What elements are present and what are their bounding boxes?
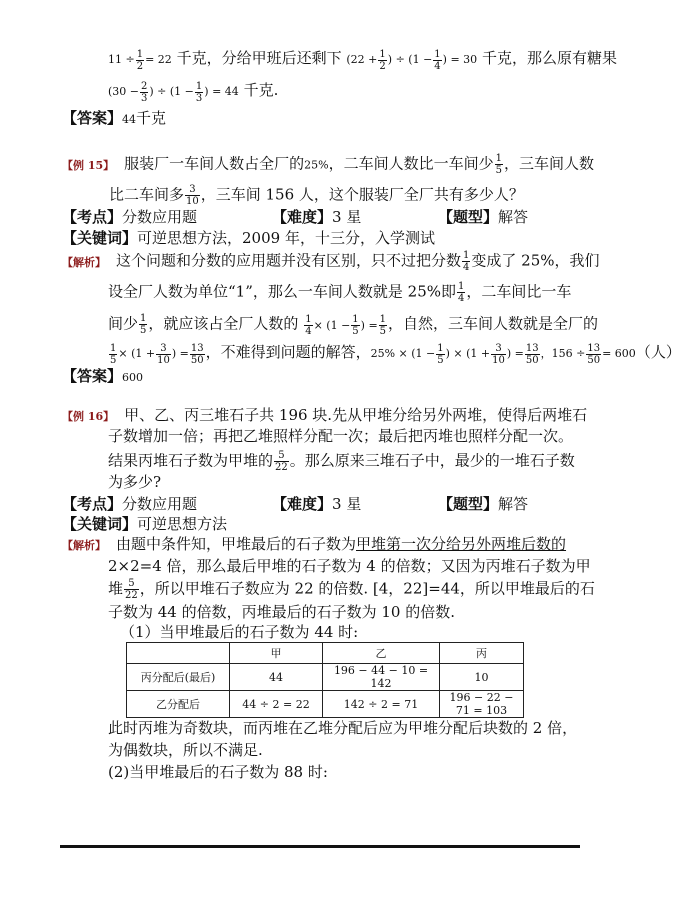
- ex16-question-3: 结果丙堆石子数为甲堆的 $\frac{5}{22}$ 。那么原来三堆石子中，最少的一堆石子数: [108, 450, 575, 473]
- ex15-answer: [62, 366, 143, 388]
- text: 千克，分给甲班后还剩下: [176, 49, 342, 67]
- ex16-question-1: 【例 16】 甲、乙、丙三堆石子共 196 块.先从甲堆分给另外两堆，使得后两堆石: [62, 406, 588, 424]
- ex16-solution-3: 堆 $\frac{5}{22}$ ，所以甲堆石子数应为 22 的倍数. [4，22]=44，所以甲堆最后的石: [108, 578, 595, 601]
- table-cell: 乙分配后: [127, 691, 230, 718]
- answer-label: 【答案】: [62, 367, 123, 385]
- answer-unit: 千克: [136, 109, 167, 127]
- keywords-label: 【关键词】: [62, 229, 138, 247]
- table-cell: 142 ÷ 2 = 71: [323, 691, 440, 718]
- ex16-question-2: 子数增加一倍；再把乙堆照样分配一次；最后把丙堆也照样分配一次。: [108, 427, 574, 445]
- case-1-title: （1）当甲堆最后的石子数为 44 时:: [120, 623, 359, 641]
- type-label: 【题型】: [438, 495, 499, 513]
- underlined-text: 甲堆第一次分给另外两堆后数的: [356, 535, 567, 553]
- difficulty-label: 【难度】: [272, 208, 333, 226]
- keywords: 可逆思想方法: [137, 515, 228, 533]
- text: 千克，那么原有糖果: [481, 49, 617, 67]
- expr-3: (30 − $\frac{2}{3}$ ) ÷ (1 − $\frac{1}{3}$ ) = 44: [108, 80, 239, 104]
- table-cell: 丙分配后(最后): [127, 664, 230, 691]
- case-2-title: (2)当甲堆最后的石子数为 88 时:: [108, 763, 328, 781]
- ex15-solution-3: 间少 $\frac{1}{5}$ ，就应该占全厂人数的 $\frac{1}{4}$ × (1 − $\frac{1}{5}$ ) = $\frac{1}{5}$ ，自然，三车间人数就是全厂的: [108, 313, 599, 337]
- ex16-solution-1: 【解析】 由题中条件知，甲堆最后的石子数为甲堆第一次分给另外两堆后数的: [62, 535, 567, 553]
- type-label: 【题型】: [438, 208, 499, 226]
- type: 解答: [498, 495, 529, 513]
- calc-line-1: [108, 48, 617, 72]
- ex16-question-4: 为多少?: [108, 473, 162, 491]
- table-header: 丙: [440, 643, 524, 664]
- ex16-para-1: 此时丙堆为奇数块，而丙堆在乙堆分配后应为甲堆分配后块数的 2 倍，: [108, 719, 578, 737]
- solution-label: 【解析】: [62, 255, 106, 269]
- expr-1: 11 ÷ $\frac{1}{2}$ = 22: [108, 48, 172, 72]
- kaodian: 分数应用题: [122, 495, 198, 513]
- table-header: 甲: [230, 643, 323, 664]
- bottom-rule: [60, 845, 580, 848]
- ex15-question-2: 比二车间多 $\frac{3}{10}$ ，三车间 156 人，这个服装厂全厂共有多少人？: [109, 184, 524, 207]
- ex15-meta: [62, 207, 582, 227]
- kaodian-label: 【考点】: [62, 208, 123, 226]
- table-cell: 10: [440, 664, 524, 691]
- kaodian: 分数应用题: [122, 208, 198, 226]
- difficulty: 3 星: [332, 208, 362, 226]
- difficulty-label: 【难度】: [272, 495, 333, 513]
- ex16-keywords: [62, 514, 227, 534]
- ex16-solution-2: 2×2=4 倍，那么最后甲堆的石子数为 4 的倍数；又因为丙堆石子数为甲: [108, 557, 591, 575]
- ex15-solution-4: $\frac{1}{5}$ × (1 + $\frac{3}{10}$ ) = $\frac{13}{50}$ ，不难得到问题的解答，25% × (1 − $\frac{1}{5}$ ) × (1 + $\frac{3}{10}$ ) = $\frac{13}{50}$ ，156 ÷ $\frac{13}{50}$ = 600（人）: [110, 342, 681, 366]
- table-header-row: [127, 643, 524, 664]
- table-cell: 196 − 44 − 10 = 142: [323, 664, 440, 691]
- table-cell: 44 ÷ 2 = 22: [230, 691, 323, 718]
- answer-value: 600: [122, 371, 144, 384]
- table-cell: 44: [230, 664, 323, 691]
- ex15-keywords: [62, 228, 435, 248]
- table-header: 乙: [323, 643, 440, 664]
- example-label: 【例 16】: [62, 410, 115, 423]
- expr-2: (22 + $\frac{1}{2}$ ) ÷ (1 − $\frac{1}{4}$ ) = 30: [346, 48, 478, 72]
- table-cell: 196 − 22 − 71 = 103: [440, 691, 524, 718]
- answer-label: 【答案】: [62, 109, 123, 127]
- ex15-solution-2: 设全厂人数为单位“1”，那么一车间人数就是 25%即 $\frac{1}{4}$ ，二车间比一车: [108, 281, 572, 304]
- calc-line-2: [108, 80, 278, 104]
- type: 解答: [498, 208, 529, 226]
- ex15-question-1: 【例 15】 服装厂一车间人数占全厂的25%，二车间人数比一车间少 $\frac{1}{5}$ ，三车间人数: [62, 153, 595, 176]
- keywords-label: 【关键词】: [62, 515, 138, 533]
- ex16-solution-4: 子数为 44 的倍数，丙堆最后的石子数为 10 的倍数.: [108, 603, 456, 621]
- table-row: [127, 691, 524, 718]
- table-header: [127, 643, 230, 664]
- stone-table: [126, 642, 524, 718]
- ex16-para-2: 为偶数块，所以不满足.: [108, 741, 263, 759]
- answer-value: 44: [122, 113, 137, 126]
- ex15-solution-1: 【解析】 这个问题和分数的应用题并没有区别，只不过把分数 $\frac{1}{4}$ 变成了 25%，我们: [62, 250, 600, 273]
- difficulty: 3 星: [332, 495, 362, 513]
- kaodian-label: 【考点】: [62, 495, 123, 513]
- ex16-meta: [62, 494, 582, 514]
- text: 千克.: [243, 81, 279, 99]
- table-row: [127, 664, 524, 691]
- solution-label: 【解析】: [62, 539, 106, 552]
- answer-line: [62, 108, 166, 130]
- example-label: 【例 15】: [62, 158, 115, 172]
- keywords: 可逆思想方法，2009 年，十三分，入学测试: [137, 229, 435, 247]
